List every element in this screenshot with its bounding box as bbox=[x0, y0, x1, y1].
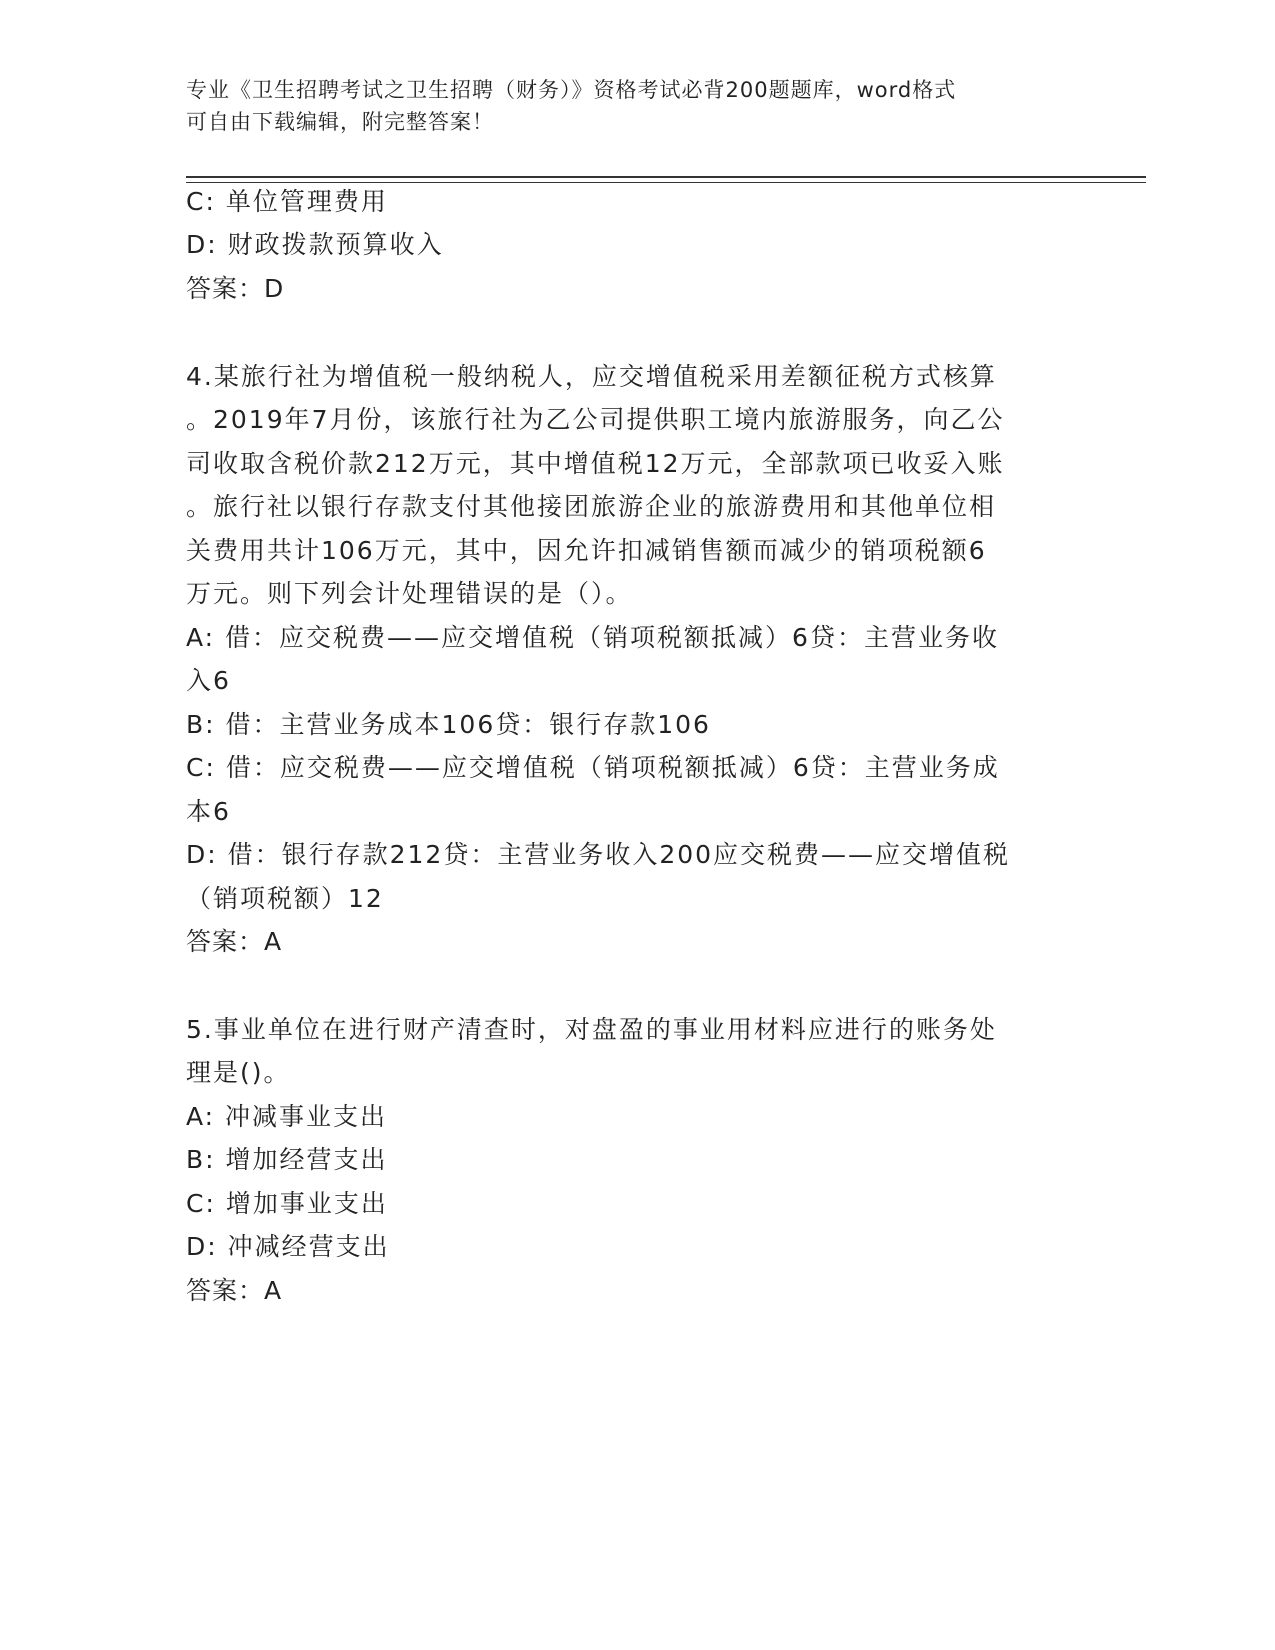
q4-option-c-line-1: C: 借：应交税费——应交增值税（销项税额抵减）6贷：主营业务成 bbox=[186, 753, 1000, 782]
q4-option-a-line-2: 入6 bbox=[186, 666, 231, 695]
header-divider-thin bbox=[186, 182, 1146, 183]
q5-option-d: D: 冲减经营支出 bbox=[186, 1232, 390, 1261]
q4-stem-line-3: 司收取含税价款212万元，其中增值税12万元，全部款项已收妥入账 bbox=[186, 449, 1005, 478]
q5-stem-line-1: 5.事业单位在进行财产清查时，对盘盈的事业用材料应进行的账务处 bbox=[186, 1015, 997, 1044]
q4-answer: 答案：A bbox=[186, 927, 283, 956]
q5-answer: 答案：A bbox=[186, 1276, 283, 1305]
header-line-2: 可自由下载编辑，附完整答案！ bbox=[186, 110, 494, 134]
q4-stem-line-1: 4.某旅行社为增值税一般纳税人，应交增值税采用差额征税方式核算 bbox=[186, 362, 997, 391]
q4-stem-line-4: 。旅行社以银行存款支付其他接团旅游企业的旅游费用和其他单位相 bbox=[186, 492, 997, 521]
q4-option-a-line-1: A: 借：应交税费——应交增值税（销项税额抵减）6贷：主营业务收 bbox=[186, 623, 999, 652]
q4-option-c-line-2: 本6 bbox=[186, 797, 231, 826]
q4-stem-line-6: 万元。则下列会计处理错误的是（）。 bbox=[186, 579, 633, 608]
q3-option-c: C: 单位管理费用 bbox=[186, 187, 388, 216]
q3-answer: 答案：D bbox=[186, 274, 285, 303]
q4-stem-line-5: 关费用共计106万元，其中，因允许扣减销售额而减少的销项税额6 bbox=[186, 536, 987, 565]
document-header bbox=[186, 74, 1066, 138]
q5-option-c: C: 增加事业支出 bbox=[186, 1189, 388, 1218]
q4-option-b: B: 借：主营业务成本106贷：银行存款106 bbox=[186, 710, 711, 739]
header-divider-thick bbox=[186, 176, 1146, 178]
q4-option-d-line-1: D: 借：银行存款212贷：主营业务收入200应交税费——应交增值税 bbox=[186, 840, 1011, 869]
q5-option-a: A: 冲减事业支出 bbox=[186, 1102, 388, 1131]
q4-stem-line-2: 。2019年7月份，该旅行社为乙公司提供职工境内旅游服务，向乙公 bbox=[186, 405, 1005, 434]
q5-option-b: B: 增加经营支出 bbox=[186, 1145, 388, 1174]
q4-option-d-line-2: （销项税额）12 bbox=[186, 884, 384, 913]
q3-option-d: D: 财政拨款预算收入 bbox=[186, 230, 444, 259]
q5-stem-line-2: 理是()。 bbox=[186, 1058, 291, 1087]
header-line-1: 专业《卫生招聘考试之卫生招聘（财务）》资格考试必背200题题库，word格式 bbox=[186, 78, 957, 102]
